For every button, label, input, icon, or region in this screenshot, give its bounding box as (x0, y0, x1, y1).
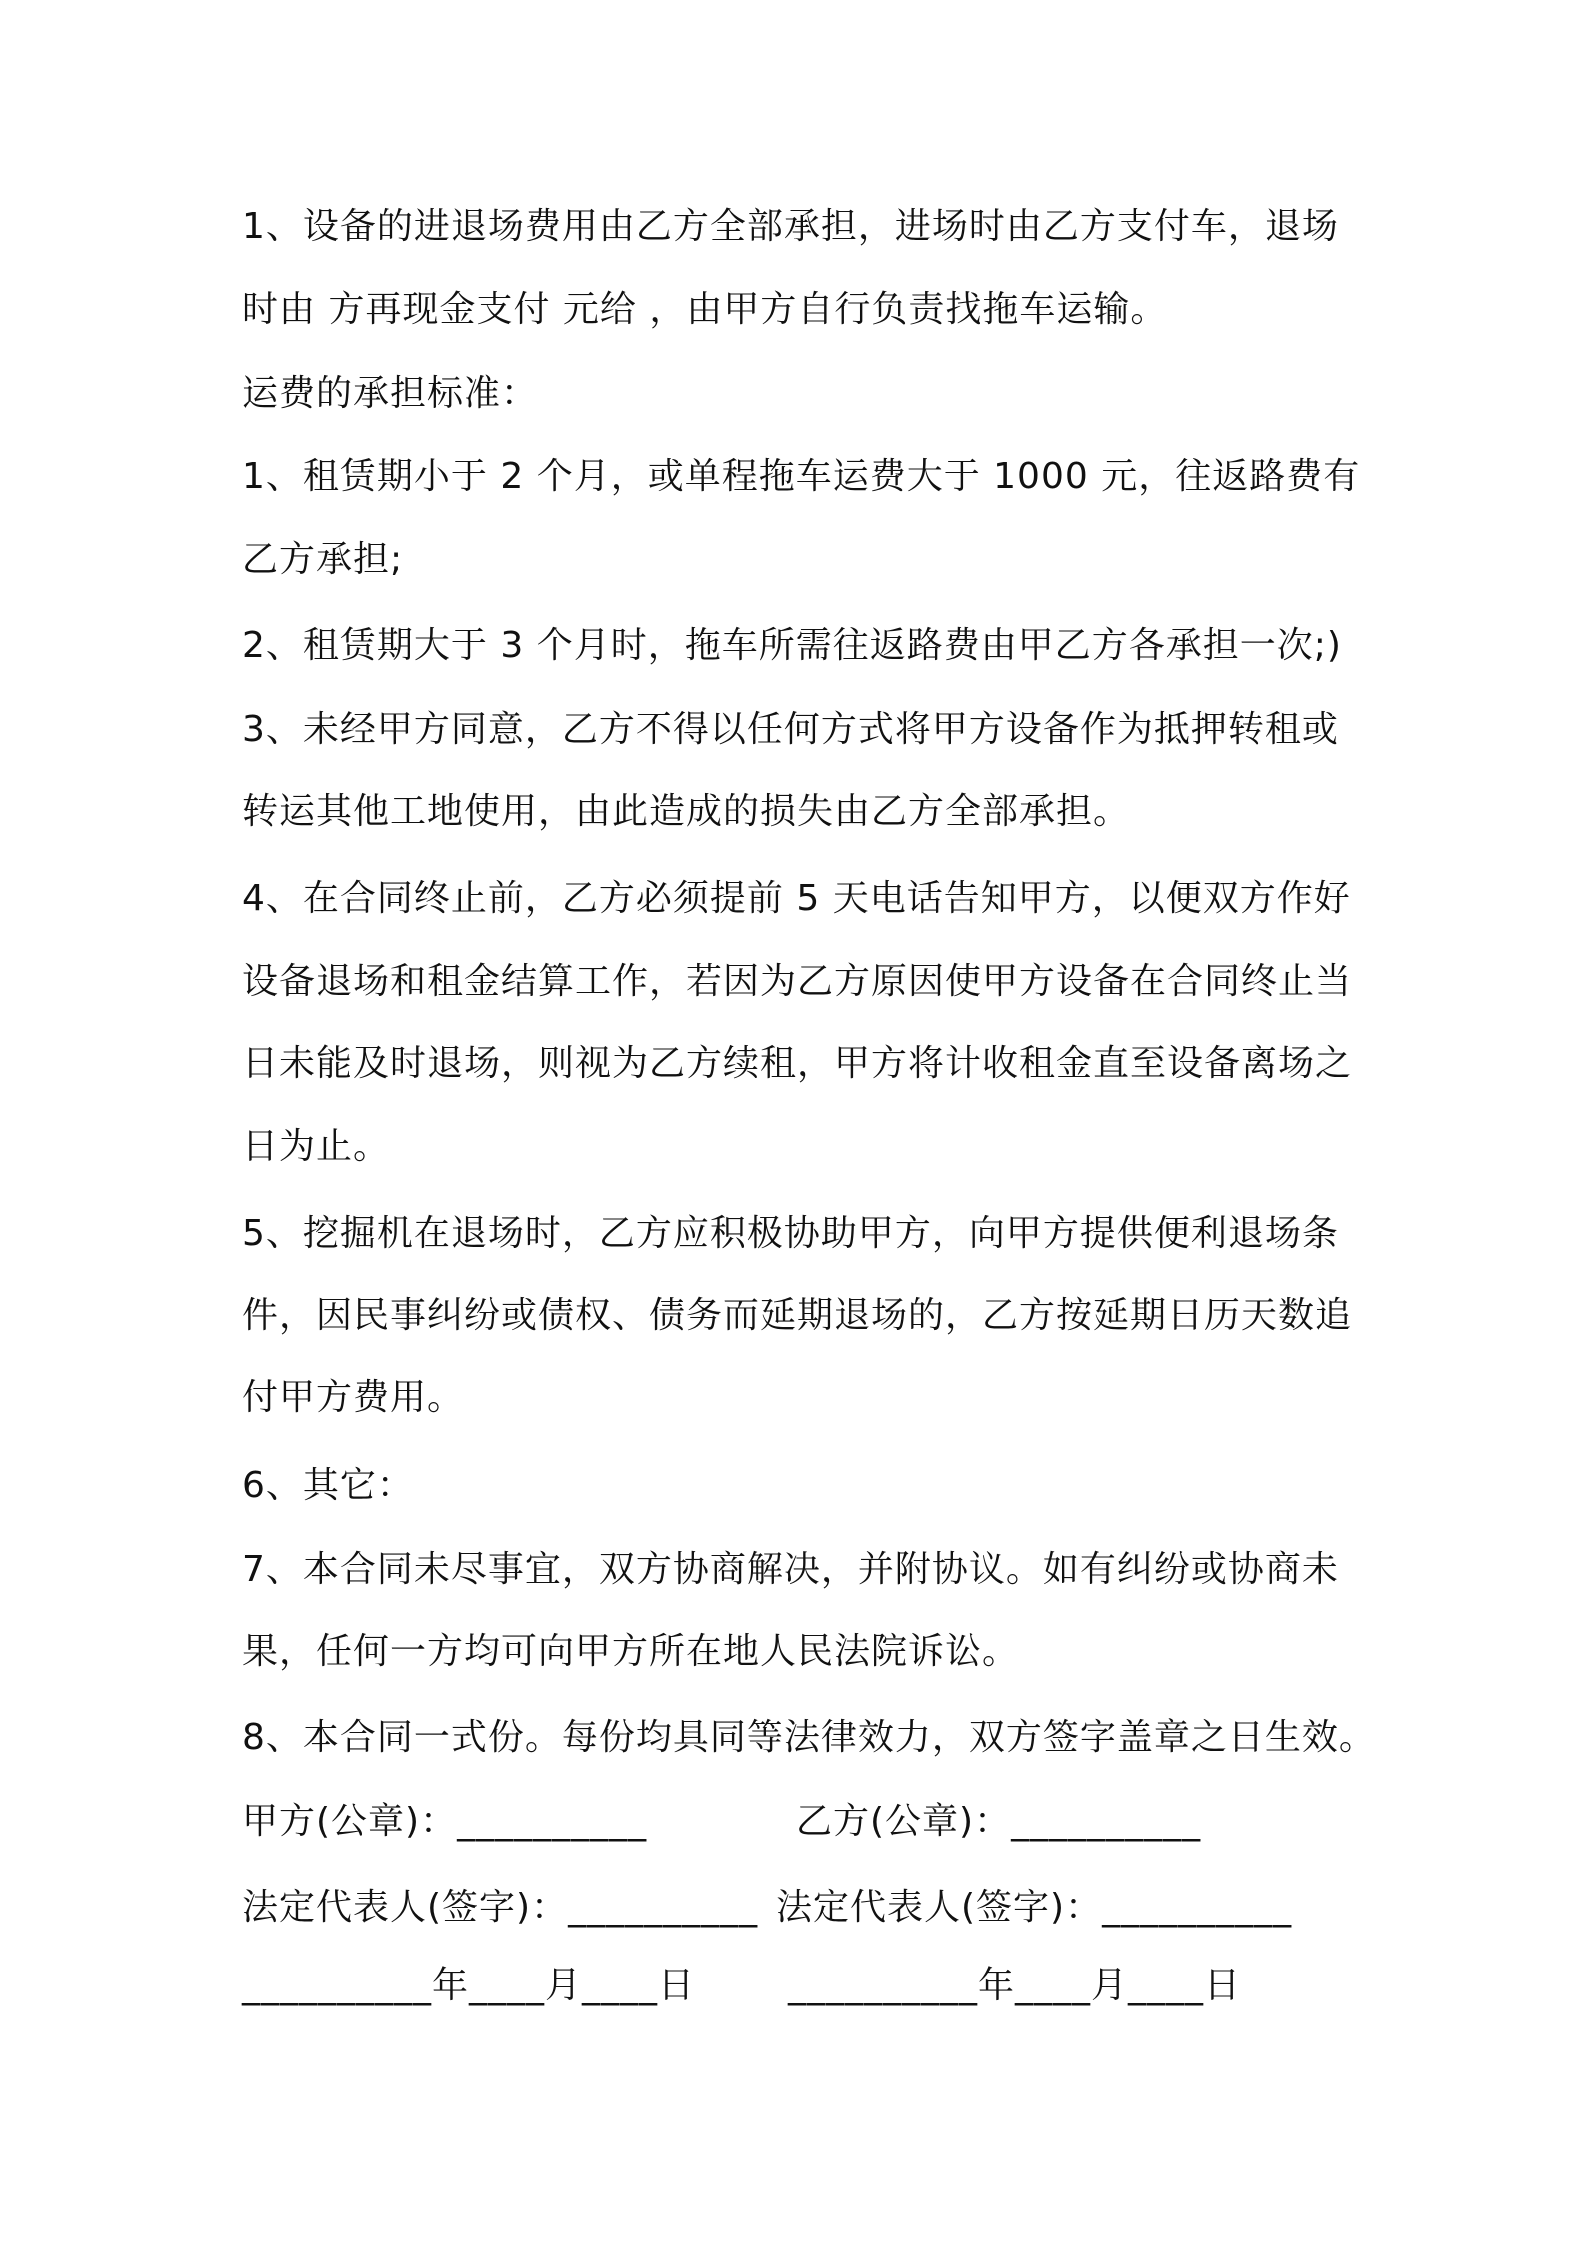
party-b-seal: 乙方(公章)：__________ (796, 1801, 1202, 1842)
clause-3-line-1: 3、未经甲方同意，乙方不得以任何方式将甲方设备作为抵押转租或 (242, 709, 1339, 750)
clause-1-line-1: 1、设备的进退场费用由乙方全部承担，进场时由乙方支付车，退场 (242, 206, 1339, 247)
clause-4-line-1: 4、在合同终止前，乙方必须提前 5 天电话告知甲方，以便双方作好 (242, 878, 1351, 919)
clause-4-line-2: 设备退场和租金结算工作，若因为乙方原因使甲方设备在合同终止当 (242, 961, 1353, 1002)
freight-2-line-1: 2、租赁期大于 3 个月时，拖车所需往返路费由甲乙方各承担一次;) (242, 625, 1342, 666)
clause-3-line-2: 转运其他工地使用，由此造成的损失由乙方全部承担。 (242, 791, 1131, 832)
freight-1-line-1: 1、租赁期小于 2 个月，或单程拖车运费大于 1000 元，往返路费有 (242, 456, 1361, 497)
clause-4-line-3: 日未能及时退场，则视为乙方续租，甲方将计收租金直至设备离场之 (242, 1043, 1353, 1084)
party-a-representative: 法定代表人(签字)：__________ (242, 1887, 759, 1928)
party-b-date: __________年____月____日 (788, 1965, 1241, 2006)
freight-heading: 运费的承担标准： (242, 373, 539, 414)
freight-1-line-2: 乙方承担; (242, 539, 404, 580)
party-a-seal: 甲方(公章)：__________ (242, 1801, 648, 1842)
clause-7-line-1: 7、本合同未尽事宜，双方协商解决，并附协议。如有纠纷或协商未 (242, 1549, 1339, 1590)
party-b-representative: 法定代表人(签字)：__________ (776, 1887, 1293, 1928)
clause-7-line-2: 果，任何一方均可向甲方所在地人民法院诉讼。 (242, 1631, 1020, 1672)
clause-8-line-1: 8、本合同一式份。每份均具同等法律效力，双方签字盖章之日生效。 (242, 1717, 1376, 1758)
clause-6-line-1: 6、其它： (242, 1465, 414, 1506)
clause-5-line-2: 件，因民事纠纷或债权、债务而延期退场的，乙方按延期日历天数追 (242, 1295, 1353, 1336)
clause-4-line-4: 日为止。 (242, 1126, 391, 1167)
clause-5-line-3: 付甲方费用。 (242, 1377, 465, 1418)
party-a-date: __________年____月____日 (242, 1965, 695, 2006)
clause-1-line-2: 时由 方再现金支付 元给 ，由甲方自行负责找拖车运输。 (242, 289, 1168, 330)
clause-5-line-1: 5、挖掘机在退场时，乙方应积极协助甲方，向甲方提供便利退场条 (242, 1213, 1339, 1254)
